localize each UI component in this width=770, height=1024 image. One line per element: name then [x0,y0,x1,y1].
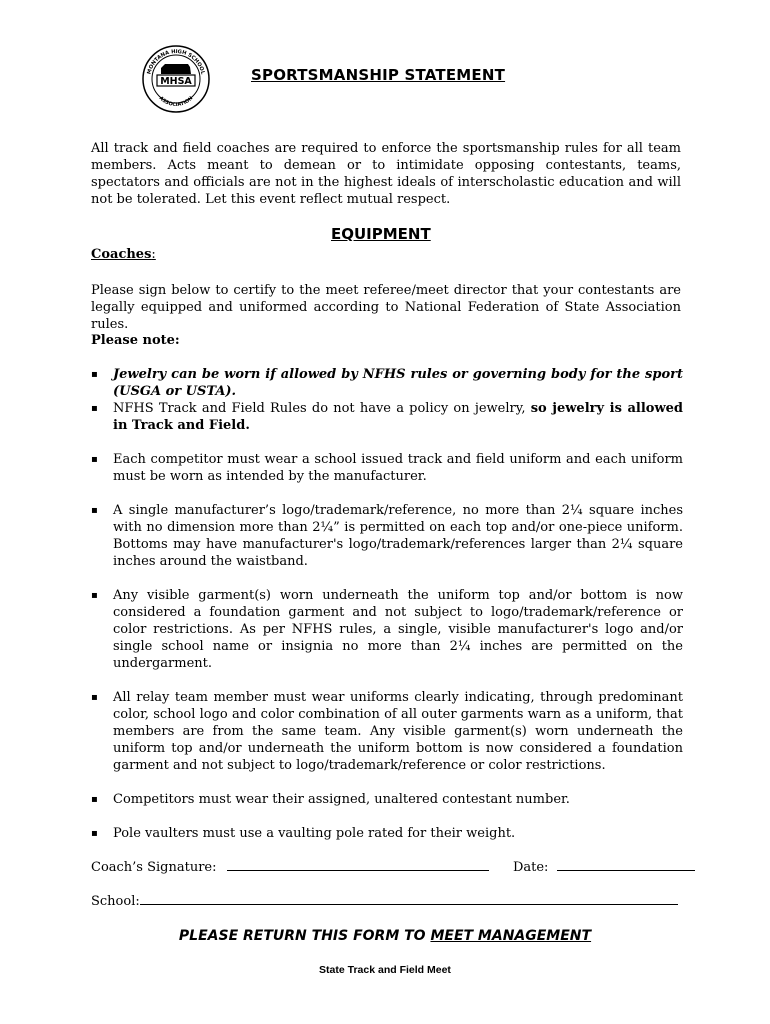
rule-uniform-text: Each competitor must wear a school issued track and field uniform and each uniform must be worn as intended by the manufacturer. [113,452,683,484]
bullet-icon: ▪ [91,369,98,380]
meet-management-text: MEET MANAGEMENT [430,928,592,944]
date-label: Date: [512,860,549,875]
school-label: School: [91,894,140,909]
certify-paragraph: Please sign below to certify to the meet referee/meet director that your contestants are legally equipped and uniformed according to National Federation of State Association rules. [91,283,681,332]
bullet-icon: ▪ [91,828,98,839]
logo-text-bottom: ASSOCIATION [157,95,195,109]
meet-name-footer: State Track and Field Meet [319,964,451,976]
rule-logo [91,502,683,570]
coaches-label [91,246,156,263]
mhsa-logo [141,44,211,114]
rule-jewelry-text: Jewelry can be worn if allowed by NFHS rules or governing body for the sport (USGA or USTA). [113,367,683,399]
rule-relay [91,689,683,774]
rule-relay-text: All relay team member must wear uniforms clearly indicating, through predominant color, school logo and color combination of all outer garments warn as a uniform, that members are from the same team. Any visible garment(s) worn underneath the uniform top and/or underneath the uniform bottom is now considered a foundation garment and not subject to logo/trademark/reference or color restrictions. [113,690,683,773]
bullet-icon: ▪ [91,454,98,465]
return-instruction [0,928,770,944]
signature-row [91,859,695,876]
document-title: SPORTSMANSHIP STATEMENT [251,66,506,84]
signature-label: Coach’s Signature: [91,860,217,875]
date-field[interactable] [557,859,695,871]
signature-field[interactable] [227,859,489,871]
intro-paragraph [91,140,681,208]
rule-number-text: Competitors must wear their assigned, unaltered contestant number. [113,792,570,807]
intro-text: All track and field coaches are required to enforce the sportsmanship rules for all team members. Acts meant to demean or to intimidate opposing contestants, teams, spectators and officials are not in the highest ideals of interscholastic education and will not be tolerated. Let this event reflect mutual respect. [91,141,681,207]
bullet-icon: ▪ [91,794,98,805]
logo-text-center: MHSA [160,76,192,87]
rule-pole-vault [91,825,683,842]
bullet-icon: ▪ [91,692,98,703]
school-row [91,893,678,910]
please-note-label: Please note: [91,333,180,348]
coaches-label-text: Coaches [91,247,152,262]
bullet-icon: ▪ [91,590,98,601]
rule-nfhs-text: NFHS Track and Field Rules do not have a policy on jewelry, [113,401,531,416]
rule-uniform [91,451,683,485]
school-field[interactable] [140,893,678,905]
coaches-label-colon: : [151,247,156,262]
equipment-rules-list [91,366,683,842]
rule-logo-text: A single manufacturer’s logo/trademark/reference, no more than 2¼ square inches with no dimension more than 2¼” is permitted on each top and/or one-piece uniform. Bottoms may have manufacturer's logo/trademark/references larger than 2¼ square inches around the waistband. [113,503,683,569]
bullet-icon: ▪ [91,403,98,414]
rule-contestant-number [91,791,683,808]
equipment-heading: EQUIPMENT [331,225,431,243]
rule-garment-text: Any visible garment(s) worn underneath the uniform top and/or bottom is now considered a foundation garment and not subject to logo/trademark/reference or color restrictions. As per NFHS rules, a single, visible manufacturer's logo and/or single school name or insignia no more than 2¼ inches are permitted on the undergarment. [113,588,683,671]
return-text: PLEASE RETURN THIS FORM TO [178,928,431,944]
rule-jewelry [91,366,683,400]
rule-pole-text: Pole vaulters must use a vaulting pole rated for their weight. [113,826,516,841]
rule-foundation-garment [91,587,683,672]
rule-nfhs-bold-text: so jewelry is allowed in Track and Field. [113,401,683,433]
bullet-icon: ▪ [91,505,98,516]
logo-text-top: MONTANA HIGH SCHOOL [146,48,206,76]
rule-nfhs-jewelry [91,400,683,434]
